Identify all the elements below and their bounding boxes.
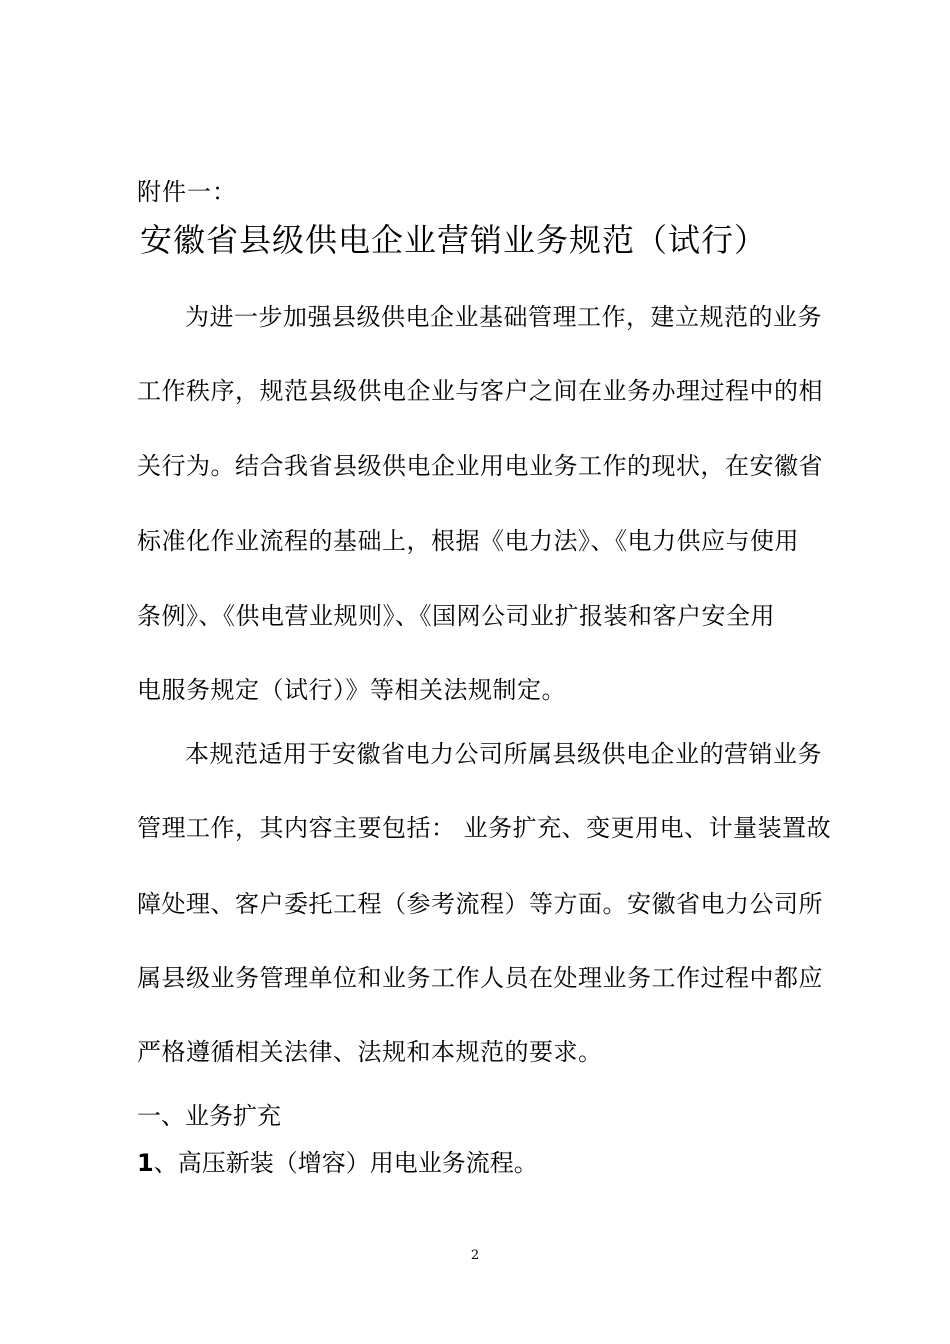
attachment-label: 附件一： <box>137 178 237 206</box>
paragraph1-line: 条例》、《供电营业规则》、《国网公司业扩报装和客户安全用 <box>137 602 775 630</box>
paragraph2-line: 严格遵循相关法律、法规和本规范的要求。 <box>137 1038 603 1066</box>
paragraph1-line: 为进一步加强县级供电企业基础管理工作，建立规范的业务 <box>185 303 822 331</box>
paragraph1-line: 工作秩序，规范县级供电企业与客户之间在业务办理过程中的相 <box>137 377 823 405</box>
page-number: 2 <box>470 1248 480 1263</box>
paragraph2-line: 本规范适用于安徽省电力公司所属县级供电企业的营销业务 <box>185 740 822 768</box>
sub-heading <box>137 1143 538 1178</box>
paragraph2-line: 管理工作，其内容主要包括： 业务扩充、变更用电、计量装置故 <box>137 814 832 842</box>
paragraph1-line: 关行为。结合我省县级供电企业用电业务工作的现状，在安徽省 <box>137 452 823 480</box>
section-heading: 一、业务扩充 <box>137 1102 281 1130</box>
paragraph2-line: 属县级业务管理单位和业务工作人员在处理业务工作过程中都应 <box>137 964 823 992</box>
paragraph1-line: 标准化作业流程的基础上，根据《电力法》、《电力供应与使用 <box>137 527 799 555</box>
sub-heading-text: 、高压新装（增容）用电业务流程。 <box>153 1149 538 1177</box>
sub-heading-number: 1 <box>137 1149 154 1177</box>
paragraph2-line: 障处理、客户委托工程（参考流程）等方面。安徽省电力公司所 <box>137 890 823 918</box>
paragraph1-line: 电服务规定（试行）》等相关法规制定。 <box>137 676 566 704</box>
document-title: 安徽省县级供电企业营销业务规范（试行） <box>140 221 768 259</box>
